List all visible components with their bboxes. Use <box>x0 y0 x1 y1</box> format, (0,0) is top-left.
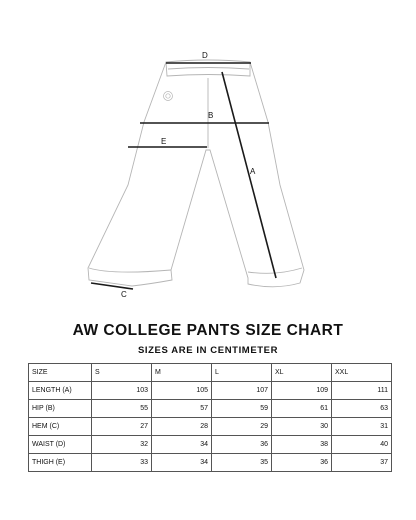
row-label: THIGH (E) <box>29 454 92 472</box>
dimension-line-c <box>91 283 133 289</box>
table-cell: 61 <box>272 400 332 418</box>
header-cell: SIZE <box>29 364 92 382</box>
table-cell: 59 <box>212 400 272 418</box>
table-cell: 63 <box>332 400 392 418</box>
table-cell: 55 <box>92 400 152 418</box>
header-cell: L <box>212 364 272 382</box>
table-cell: 33 <box>92 454 152 472</box>
row-label: HEM (C) <box>29 418 92 436</box>
chart-title: AW COLLEGE PANTS SIZE CHART <box>72 322 344 339</box>
table-row <box>29 418 392 436</box>
dimension-line-a <box>222 72 276 278</box>
row-label: LENGTH (A) <box>29 382 92 400</box>
table-cell: 109 <box>272 382 332 400</box>
table-cell: 111 <box>332 382 392 400</box>
table-cell: 103 <box>92 382 152 400</box>
chart-subtitle: SIZES ARE IN CENTIMETER <box>137 345 279 356</box>
label-c: C <box>121 290 127 299</box>
table-cell: 31 <box>332 418 392 436</box>
header-cell: M <box>152 364 212 382</box>
label-a: A <box>250 167 256 176</box>
table-cell: 28 <box>152 418 212 436</box>
table-cell: 29 <box>212 418 272 436</box>
table-cell: 105 <box>152 382 212 400</box>
table-cell: 37 <box>332 454 392 472</box>
table-row <box>29 454 392 472</box>
table-cell: 57 <box>152 400 212 418</box>
row-label: HIP (B) <box>29 400 92 418</box>
table-cell: 34 <box>152 436 212 454</box>
label-d: D <box>202 51 208 60</box>
header-cell: XL <box>272 364 332 382</box>
table-header-row <box>29 364 392 382</box>
table-cell: 107 <box>212 382 272 400</box>
table-cell: 36 <box>212 436 272 454</box>
table-cell: 30 <box>272 418 332 436</box>
table-cell: 27 <box>92 418 152 436</box>
logo-mark <box>164 92 173 101</box>
table-row <box>29 382 392 400</box>
size-table <box>28 363 392 472</box>
table-cell: 35 <box>212 454 272 472</box>
header-cell: S <box>92 364 152 382</box>
table-cell: 40 <box>332 436 392 454</box>
dimension-lines <box>91 63 276 289</box>
table-row <box>29 436 392 454</box>
table-cell: 34 <box>152 454 212 472</box>
table-cell: 32 <box>92 436 152 454</box>
table-row <box>29 400 392 418</box>
pants-outline <box>88 60 304 287</box>
table-cell: 36 <box>272 454 332 472</box>
label-e: E <box>161 137 167 146</box>
label-b: B <box>208 111 214 120</box>
header-cell: XXL <box>332 364 392 382</box>
row-label: WAIST (D) <box>29 436 92 454</box>
table-cell: 38 <box>272 436 332 454</box>
